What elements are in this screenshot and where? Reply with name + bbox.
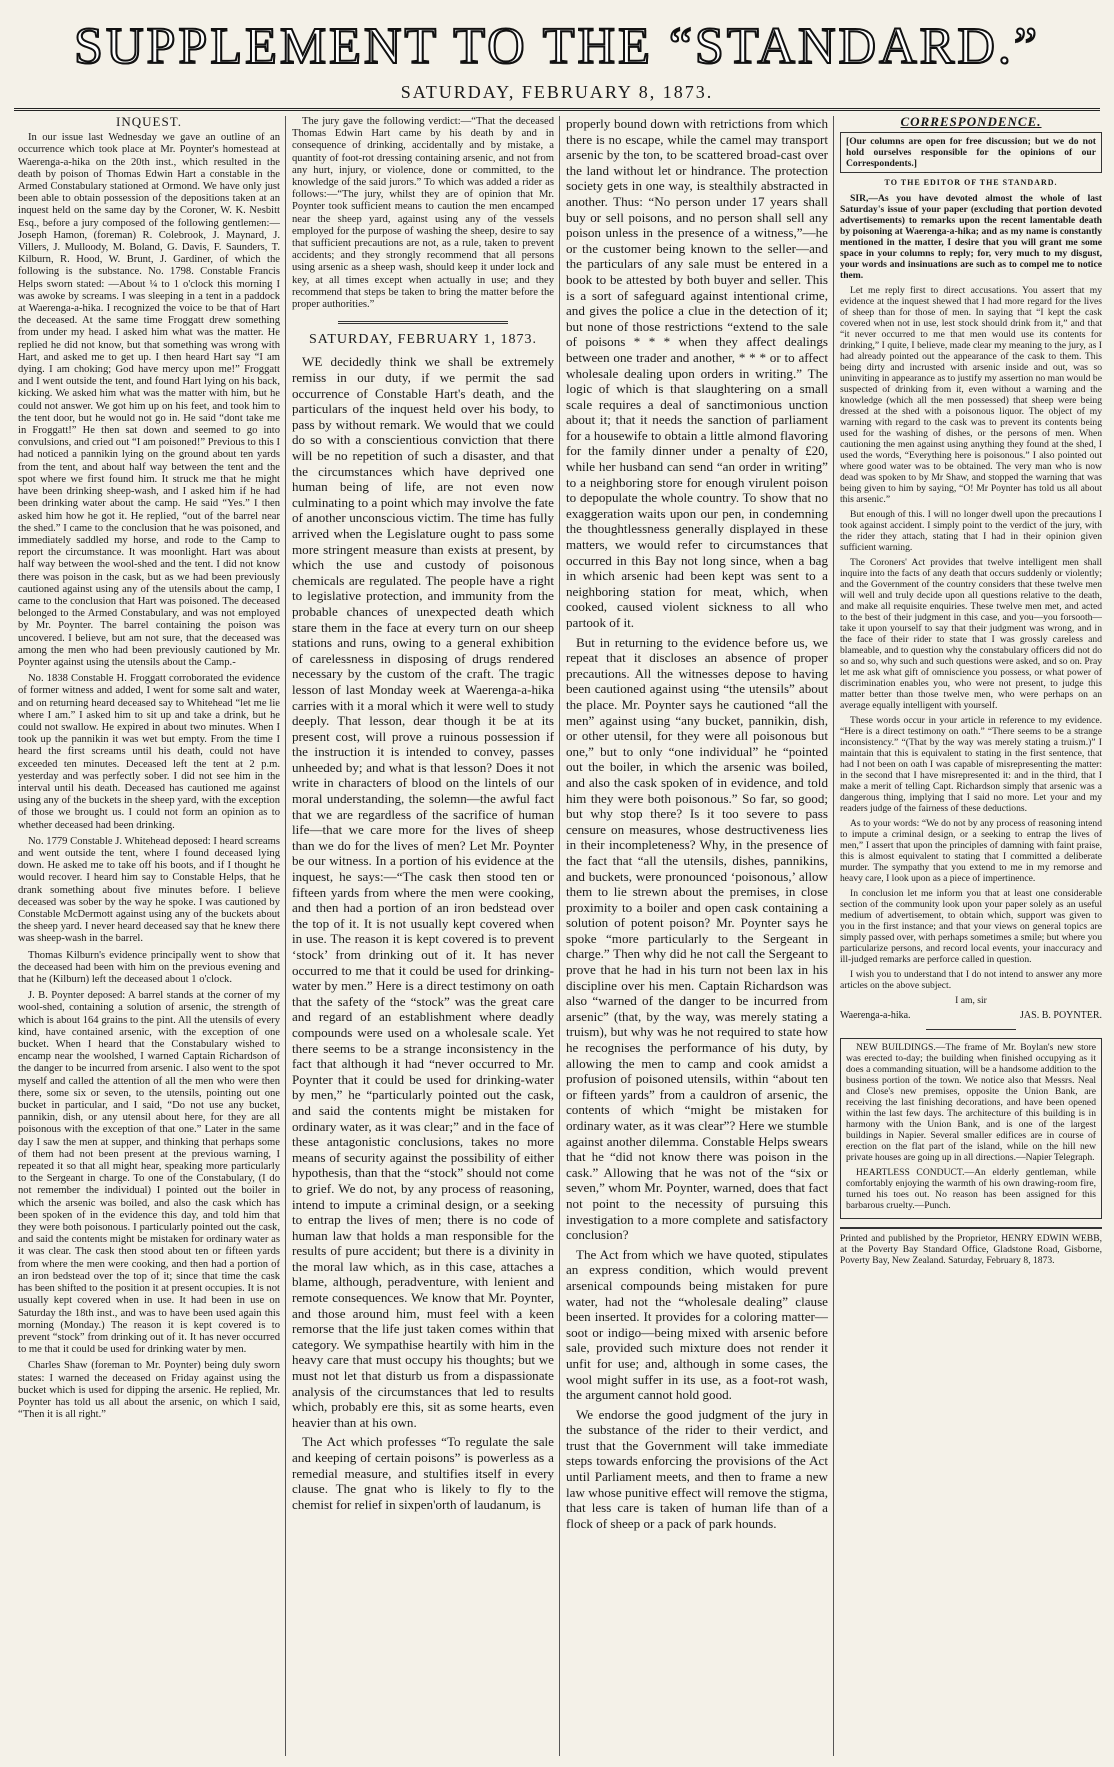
letter-closing: I am, sir <box>955 995 987 1007</box>
column-rule <box>559 116 560 1756</box>
letter-place: Waerenga-a-hika. <box>840 1010 911 1022</box>
news-item: NEW BUILDINGS.—The frame of Mr. Boylan's new store was erected to-day; the building when finished occupying as it does a commanding situation, will be a handsome addition to the business portion of the town. We notice also that Messrs. Neal and Close's new premises, opposite the Union Bank, are receiving the last finishing decorations, and have been opened within the last few days. The architecture of this building is in harmony with the Union Bank, and is one of the largest buildings in Napier. Several smaller edifices are in course of erection on the flat part of the island, while on the hill new private houses are going up in all directions.—Napier Telegraph. <box>846 1042 1096 1164</box>
inquest-paragraph: Thomas Kilburn's evidence principally went to show that the deceased had been with him on the previous evening and that he (Kilburn) left the deceased about 1 o'clock. <box>18 949 280 986</box>
letter-paragraph: I wish you to understand that I do not intend to answer any more articles on the above subject. <box>840 969 1102 992</box>
dateline: SATURDAY, FEBRUARY 8, 1873. <box>400 82 714 102</box>
letter-paragraph: The Coroners' Act provides that twelve intelligent men shall inquire into the facts of any death that occurs suddenly or violently; and the Government of the country considers that these twelve men will well and truly decide upon all questions relative to the death, and make all requisite enquiries. These twelve men met, and acted to the best of their judgment in this case, and you—you forsooth—take it upon yourself to say that their judgment was wrong, and in the face of their rider to state that I was grossly careless and blameable, and to question why the constabulary officers did not do so and so, why such and such questions were asked, and so on. Pray let me ask what gift of omniscience you possess, or what power of discrimination enables you, who were not present, to judge this matter better than those twelve men, who were perhaps on an average equally intelligent with yourself. <box>840 557 1102 712</box>
letter-paragraph: In conclusion let me inform you that at least one considerable section of the community look upon your paper solely as an useful medium of advertisement, to obtain which, support was given to you in the first instance; and that your views on general topics are simply passed over, with perhaps sometimes a smile; but where you particularize persons, and record local events, your inaccuracy and ill-judged remarks are perforce called in question. <box>840 888 1102 966</box>
letter-paragraph: Let me reply first to direct accusations. You assert that my evidence at the inquest shewed that I had more regard for the lives of sheep than for those of men. In saying that “I kept the cask covered when not in use, lest stock should drink from it,” and that “it never occurred to me that men would use its contents for drinking,” I quite, I believe, made clear my meaning to the jury, as I had already pointed out the appearance of the cask to them. This being dirty and incrusted with arsenic inside and out, was so uninviting in appearance as to justify my assertion no man would be suspected of drinking from it, even without a warning and the knowledge (which all the men possessed) that sheep were being dressed at the shed with a poisonous liquor. The object of my warning with regard to the cask was to prevent its contents being used for the washing of dishes, or the persons of men. When cautioning the men against using anything they found at the shed, I used the words, “Everything here is poisonous.” I also pointed out where good water was to be obtained. The very man who is now dead was spoken to by Mr Shaw, and stopped the warning that was being given to him by saying, “O! Mr Poynter has told us all about this arsenic.” <box>840 285 1102 506</box>
letter-paragraph: SIR,—As you have devoted almost the whole of last Saturday's issue of your paper (excluding that portion devoted advertisements) to remarks upon the recent lamentable death by poisoning at Waerenga-a-hika; and as my name is constantly mentioned in the matter, I desire that you will grant me some space in your columns to reply; for, very much to my disgust, your words and insinuations are such as to compel me to notice them. <box>840 193 1102 282</box>
column-editorial-continued <box>566 116 828 1756</box>
top-rule <box>14 108 1100 111</box>
inquest-paragraph: J. B. Poynter deposed: A barrel stands at the corner of my wool-shed, containing a solution of arsenic, the strength of which is about 164 grains to the pint. All the utensils of every kind, have contained arsenic, with the exception of one bucket. When I heard that the Constabulary wished to encamp near the woolshed, I warned Captain Richardson of the danger to be incurred from arsenic. I also went to the spot myself and called the attention of all the men who were then there, some six or seven, to the utensils, pointing out one bucket in particular, and I said, “Do not use any bucket, pannikin, dish, or any utensil about here, for they are all poisonous with the exception of that one.” Later in the same day I saw the men at supper, and thinking that perhaps some of them had not been present at the previous warning, I repeated it so that all might hear, speaking more particularly to the Sergeant in charge. To one of the Constabulary, (I do not remember the individual) I pointed out the boiler in which the arsenic was boiled, and also the cask which has been spoken of in the evidence this day, and told him that they were both poisonous. I particularly pointed out the cask, and said the contents might be mistaken for ordinary water as it was clear. The cask then stood about ten or fifteen yards from where the men were cooking, and then had a portion of an iron bedstead over the top of it; since that time the cask has been shifted to the position it at present occupies. It is not usually kept covered when in use. It had been in use on Saturday the 18th inst., and was to have been used again this morning (Monday.) The reason it is kept covered is to prevent “stock” from drinking out of it. It has never occurred to me that it could be used for drinking water by men. <box>18 990 280 1356</box>
letter-signature: JAS. B. POYNTER. <box>1020 1010 1102 1022</box>
inquest-heading: INQUEST. <box>116 116 182 129</box>
editorial-paragraph: We endorse the good judgment of the jury in the substance of the rider to their verdict, and trust that the Government will take immediate steps towards enforcing the provisions of the Act until Parliament meets, and then to frame a new law whose punitive effect will remove the stigma, that less care is taken of human life than of a flock of sheep or a pack of park hounds. <box>566 1406 828 1531</box>
letter-paragraph: As to your words: “We do not by any process of reasoning intend to impute a criminal design, or a seeking to entrap the lives of men,” I assert that upon the principles of damning with faint praise, this is almost equivalent to stating that I committed a deliberate murder. The sympathy that you extend to me in my remorse and heavy care, I look upon as a piece of impertinence. <box>840 818 1102 885</box>
inquest-paragraph: No. 1779 Constable J. Whitehead deposed: I heard screams and went outside the tent, where I found deceased lying down. He asked me to take off his boots, and if I thought he would recover. I heard him say to Constable Helps, that he drank something about five minutes before. I believe deceased was sober by the way he spoke. I was cautioned by Constable McDermott against using any of the buckets about the sheep yard. I never heard deceased say that he knew there was sheep-wash in the barrel. <box>18 835 280 945</box>
editorial-paragraph: WE decidedly think we shall be extremely remiss in our duty, if we permit the sad occurrence of Constable Hart's death, and the particulars of the inquest held over his body, to pass by without remark. We would that we could do so with a conscientious conviction that there will be no repetition of such a disaster, and that the circumstances which have deprived one human being of life, are not even now culminating to a point which may involve the fate of another unconscious victim. The time has fully arrived when the Legislature ought to pass some more stringent measure than exists at present, by which the use and custody of poisonous chemicals are regulated. The people have a right to legislative protection, and immunity from the probable chances of unexpected death which stare them in the face at every turn on our sheep stations and runs, owing to a general exhibition of carelessness in disposing of drugs rendered necessary by the custom of the craft. The tragic lesson of last Monday week at Waerenga-a-hika carries with it a moral which it were well to study deeply. That lesson, dear though it be at its present cost, will prove a ruinous possession if the instruction it is intended to convey, passes unheeded by; and what is that lesson? Does it not write in characters of blood on the lintels of our moral understanding, the solemn—the awful fact that we are regardless of the sacrifice of human life—that we care more for the lives of sheep than we do for the lives of men? Let Mr. Poynter be our witness. In a portion of his evidence at the inquest, he says:—“The cask then stood ten or fifteen yards from where the men were cooking, and then had a portion of an iron bedstead over the top of it. It is not usually kept covered when in use. The reason it is kept covered is to prevent ‘stock’ from drinking out of it. It has never occurred to me that it could be used for drinking-water by men.” Here is a direct testimony on oath that the safety of the “stock” was the great care and regard of an establishment where deadly compounds were used on a wholesale scale. Yet there seems to be a strange inconsistency in the fact that although it had “never occurred to Mr. Poynter that it could be used for drinking-water by men,” he “particularly pointed out the cask, and said the contents might be mistaken for ordinary water, as it was clear;” and in the face of these antagonistic conclusions, takes no more means of security against the possibility of either hypothesis, than that the “stock” should not come to grief. We do not, by any process of reasoning, intend to impute a criminal design, or a seeking to entrap the lives of men; there is no code of human law that holds a man responsible for the results of pure accident; but there is a divinity in the moral law which, as in this case, attaches a blame, although, peradventure, with lenient and remote consequences. We know that Mr. Poynter, and those around him, must feel with a keen remorse that the life just taken comes within that category. We sympathise heartily with him in the heavy care that must occupy his thoughts; but we must not let that disturb us from a dispassionate analysis of the circumstances that led to results which, probably ere this, sit as some hearts, even heavier than at his own. <box>292 354 554 1430</box>
to-editor-heading: TO THE EDITOR OF THE STANDARD. <box>884 178 1058 188</box>
news-item: HEARTLESS CONDUCT.—An elderly gentleman, while comfortably enjoying the warmth of his own drawing-room fire, turned his toes out. No reason has been assigned for this barbarous cruelty.—Punch. <box>846 1167 1096 1212</box>
column-rule <box>285 116 286 1756</box>
section-divider <box>338 321 508 324</box>
column-rule <box>833 116 834 1756</box>
inquest-paragraph: Charles Shaw (foreman to Mr. Poynter) being duly sworn states: I warned the deceased on Friday against using the bucket which is used for dipping the arsenic. He replied, Mr. Poynter has told us all about the arsenic, on which I said, “Then it is all right.” <box>18 1360 280 1421</box>
editorial-paragraph: The Act from which we have quoted, stipulates an express condition, which would prevent arsenical compounds being mistaken for pure water, had not the “wholesale dealing” clause been inserted. It provides for a coloring matter—soot or indigo—being mixed with arsenic before sale, provided such mixture does not render it unfit for use; and, although in some cases, the wool might suffer in its use, as a foot-rot wash, the argument cannot hold good. <box>566 1246 828 1403</box>
letter-paragraph: But enough of this. I will no longer dwell upon the precautions I took against accident. I simply point to the verdict of the jury, with the rider they attach, stating that I had in their opinion given sufficient warning. <box>840 509 1102 554</box>
column-inquest <box>18 116 280 1756</box>
column-editorial <box>292 116 554 1756</box>
editorial-notice: [Our columns are open for free discussion; but we do not hold ourselves responsible for the opinions of our Correspondents.] <box>840 132 1102 173</box>
verdict-paragraph: The jury gave the following verdict:—“That the deceased Thomas Edwin Hart came by his death by and in consequence of drinking, accidentally and by mistake, a quantity of foot-rot dressing containing arsenic, and not from any hurt, injury, or violence, done or committed, to the knowledge of the said jurors.” To which was added a rider as follows:—“The jury, whilst they are of opinion that Mr. Poynter took sufficient means to caution the men encamped near the sheep yard, against using any of the vessels employed for the purpose of washing the sheep, desire to say that sufficient precautions are not, as a rule, taken to prevent accidents; and they strongly recommend that all persons using arsenic as a sheep wash, should keep it under lock and key, at all times except when actually in use; and they recommend that steps be taken to bring the matter before the proper authorities.” <box>292 116 554 311</box>
correspondence-heading: CORRESPONDENCE. <box>900 116 1042 129</box>
imprint: Printed and published by the Proprietor, HENRY EDWIN WEBB, at the Poverty Bay Standard Office, Gladstone Road, Gisborne, Poverty Bay, New Zealand. Saturday, February 8, 1873. <box>840 1227 1102 1266</box>
letter-paragraph: These words occur in your article in reference to my evidence. “Here is a direct testimony on oath.” “There seems to be a strange inconsistency.” “(That by the way was merely stating a truism.)” I maintain that this is equivalent to stating in the first sentence, that had I not been on oath I was capable of misrepresenting the matter: in the second that I have misrepresented it: and in the third, that I make a merit of telling Capt. Richardson simply that arsenic was a dangerous thing, implying that I said no more. Let your and my readers judge of the fairness of these deductions. <box>840 715 1102 815</box>
inquest-paragraph: In our issue last Wednesday we gave an outline of an occurrence which took place at Mr. Poynter's homestead at Waerenga-a-hika on the 20th inst., which resulted in the death by poison of Thomas Edwin Hart a constable in the Armed Constabulary stationed at Ormond. We have only just been able to obtain possession of the depositions taken at an inquest held on the same day by the Coroner, W. K. Nesbitt Esq., before a jury composed of the following gentlemen:—Joseph Hamon, (foreman) R. Colebrook, J. Maynard, J. Villers, J. Mulloody, M. Boland, G. Davis, F. Saunders, T. Kilburn, R. Hood, W. Brunt, J. Gardiner, of which the following is the substance. No. 1798. Constable Francis Helps sworn stated: —About ¼ to 1 o'clock this morning I was awoke by screams. I was sleeping in a tent in a paddock at Waerenga-a-hika. I recognized the voice to be that of Hart the deceased. At the same time Froggatt drew something from under my head. I asked him what was the matter. He replied he did not know, but that something was wrong with Hart, and asked me to get up. I then heard Hart say “I am dying. I am choking; God have mercy upon me!” Froggatt and I went outside the tent, and found Hart lying on his back, kicking. We asked him what was the matter with him, but he could not answer. We got him up on his feet, and took him to the tent door, but he would not go in. He said “dont take me in Froggatt!” He then sat down and seemed to go into convulsions, and cried out “I am poisoned!” Previous to this I had noticed a pannikin lying on the ground about ten yards from the tent, and about half way between the tent and the spot where we first found him. It struck me that he might have been drinking sheep-wash, and I asked him if he had been drinking water about the camp. He said “Yes.” I then asked him how he got it. He replied, “out of the barrel near the shed.” I came to the conclusion that he was poisoned, and immediately saddled my horse, and rode to the Camp to report the circumstance. It was moonlight. Hart was about half way between the wool-shed and the tent. I did not know there was poison in the cask, but as we had been previously cautioned against using any of the utensils about the camp, I came to the conclusion that Hart was poisoned. The deceased belonged to the Armed Constabulary, and was not employed by Mr. Poynter. The barrel containing the poison was uncovered. I believe, but am not sure, that the deceased was among the men who had been previously cautioned by Mr. Poynter against using the utensils about the Camp.- <box>18 132 280 668</box>
inquest-paragraph: No. 1838 Constable H. Froggatt corroborated the evidence of former witness and added, I went for some salt and water, and on returning heard deceased say to Whitehead “let me lie where I am.” I asked him to sit up and take a drink, but he could not swallow. He expired in about two minutes. When I took up the pannikin it was wet but empty. From the time I heard the first screams until his death, could not have exceeded ten minutes. Deceased left the tent at 2 p.m. yesterday and was perfectly sober. I did not see him in the interval until his death. Deceased has cautioned me against using any of the buckets in the sheep yard, with the exception of those we brought us. I could not form an opinion as to whether deceased had been drinking. <box>18 673 280 831</box>
editorial-paragraph: properly bound down with retrictions from which there is no escape, while the camel may transport arsenic by the ton, to be scattered broad-cast over the land without let or hindrance. The protection society gets in one way, is stealthily abstracted in another. Thus: “No person under 17 years shall buy or sell poisons, and no person shall sell any poison unless in the presence of a witness,”—he or the customer being known to the seller—and the particulars of any sale must be entered in a book to be attested by both buyer and seller. This is a sort of safeguard against intentional crime, and gives the police a clue in the detection of it; but none of those restrictions “extend to the sale of poisons * * * when they affect dealings between one trader and another, * * * or to affect wholesale dealing upon orders in writing.” The logic of which is that slaughtering on a small scale requires a deal of sanctimonious unction about it; that it needs the sanction of parliament for a housewife to obtain a little almond flavoring for the family dinner under a penalty of £20, while her husband can send “an order in writing” to a neighboring store for enough virulent poison to depopulate the whole country. To show that no exaggeration waits upon our pen, in condemning the thoughtlessness generally displayed in these matters, we would refer to circumstances that occurred in this Bay not long since, when a bag in which arsenic had been kept was sent to a neighboring station for meat, which, when cooked, caused violent sickness to all who partook of it. <box>566 116 828 630</box>
editorial-paragraph: The Act which professes “To regulate the sale and keeping of certain poisons” is powerless as a remedial measure, and stultifies itself in every clause. The gnat who is likely to fly to the chemist for relief in sixpen'orth of laudanum, is <box>292 1434 554 1512</box>
column-correspondence <box>840 116 1102 1756</box>
section-divider <box>926 1029 1016 1030</box>
masthead-title: SUPPLEMENT TO THE “STANDARD.” <box>74 18 1040 75</box>
editorial-date-heading: SATURDAY, FEBRUARY 1, 1873. <box>309 332 537 348</box>
editorial-paragraph: But in returning to the evidence before us, we repeat that it discloses an absence of proper precautions. All the witnesses depose to having been cautioned against using “the utensils” about the place. Mr. Poynter says he cautioned “all the men” against using “any bucket, pannikin, dish, or other utensil, for they were all poisonous but one,” but to only “one individual” he “pointed out the boiler, in which the arsenic was boiled, and also the cask spoken of in evidence, and told him they were both poisonous.” So far, so good; but why stop there? Is it too severe to pass censure on measures, whose destructiveness lies in their incompleteness? Why, in the presence of the fact that “all the utensils, dishes, pannikins, and buckets, were pronounced ‘poisonous,’ allow them to lie strewn about the premises, in close proximity to a boiler and open cask containing a solution of potent poison? Mr. Poynter says he spoke “more particularly to the Sergeant in charge.” Then why did he not call the Sergeant to prove that he had in his turn not been lax in his discipline over his men. Captain Richardson was also “warned of the danger to be incurred from arsenic” (that, by the way, was merely stating a truism), but why was he not required to state how he recognises the performance of his duty, by allowing the men to camp and cook amidst a profusion of poisoned utensils, within “about ten or fifteen yards” from a cauldron of arsenic, the contents of which “might be mistaken for ordinary water, as it was clear”? Here we stumble against another dilemma. Constable Helps swears that he “did not know there was poison in the cask.” Allowing that he was not of the “six or seven,” whom Mr. Poynter, warned, does that fact not point to the necessity of pursuing this investigation to a more complete and satisfactory conclusion? <box>566 634 828 1243</box>
